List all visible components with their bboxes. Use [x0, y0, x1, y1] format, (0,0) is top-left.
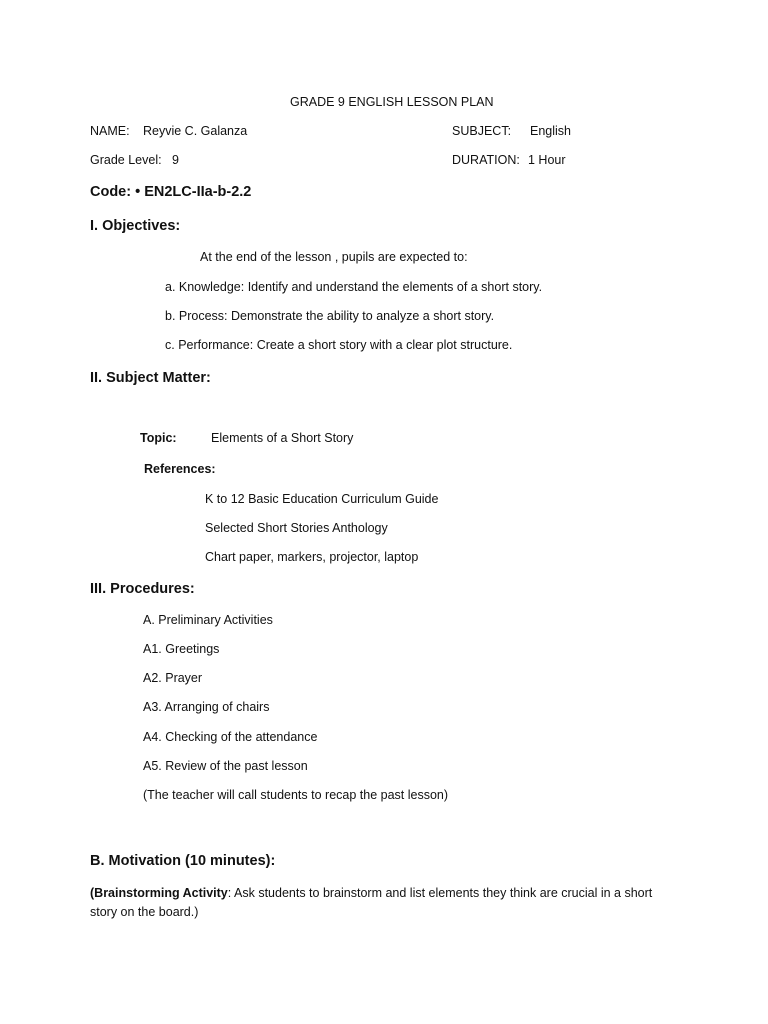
- objectives-intro: At the end of the lesson , pupils are expected to:: [200, 250, 468, 264]
- objective-item: b. Process: Demonstrate the ability to analyze a short story.: [165, 309, 495, 323]
- reference-item: K to 12 Basic Education Curriculum Guide: [205, 492, 439, 506]
- procedure-item: A2. Prayer: [143, 671, 203, 685]
- topic-value: Elements of a Short Story: [211, 431, 354, 445]
- motivation-text: : Ask students to brainstorm and list elements they think are crucial in a short story on the board.): [90, 886, 653, 919]
- motivation-heading: B. Motivation (10 minutes):: [90, 853, 276, 869]
- references-label: References:: [144, 462, 216, 476]
- procedure-item: A5. Review of the past lesson: [143, 759, 308, 773]
- duration-label: DURATION:: [452, 153, 520, 167]
- subject-value: English: [530, 124, 571, 138]
- grade-label: Grade Level:: [90, 153, 162, 167]
- reference-item: Chart paper, markers, projector, laptop: [205, 550, 419, 564]
- reference-item: Selected Short Stories Anthology: [205, 521, 388, 535]
- duration-value: 1 Hour: [528, 153, 566, 167]
- procedure-item: A3. Arranging of chairs: [143, 700, 270, 714]
- objective-item: a. Knowledge: Identify and understand the elements of a short story.: [165, 280, 543, 294]
- procedure-note: (The teacher will call students to recap the past lesson): [143, 788, 449, 802]
- code-line: Code: • EN2LC-IIa-b-2.2: [90, 184, 252, 200]
- procedure-item: A1. Greetings: [143, 642, 220, 656]
- procedure-item: A4. Checking of the attendance: [143, 730, 318, 744]
- subject-label: SUBJECT:: [452, 124, 512, 138]
- subject-matter-heading: II. Subject Matter:: [90, 370, 211, 386]
- name-value: Reyvie C. Galanza: [143, 124, 248, 138]
- document-title: GRADE 9 ENGLISH LESSON PLAN: [290, 95, 494, 109]
- procedure-item: A. Preliminary Activities: [143, 613, 273, 627]
- topic-label: Topic:: [140, 431, 177, 445]
- motivation-activity-name: (Brainstorming Activity: [90, 886, 228, 900]
- procedures-heading: III. Procedures:: [90, 581, 195, 597]
- objectives-heading: I. Objectives:: [90, 218, 181, 234]
- name-label: NAME:: [90, 124, 130, 138]
- objective-item: c. Performance: Create a short story with a clear plot structure.: [165, 338, 513, 352]
- motivation-paragraph: [90, 884, 680, 922]
- grade-value: 9: [172, 153, 179, 167]
